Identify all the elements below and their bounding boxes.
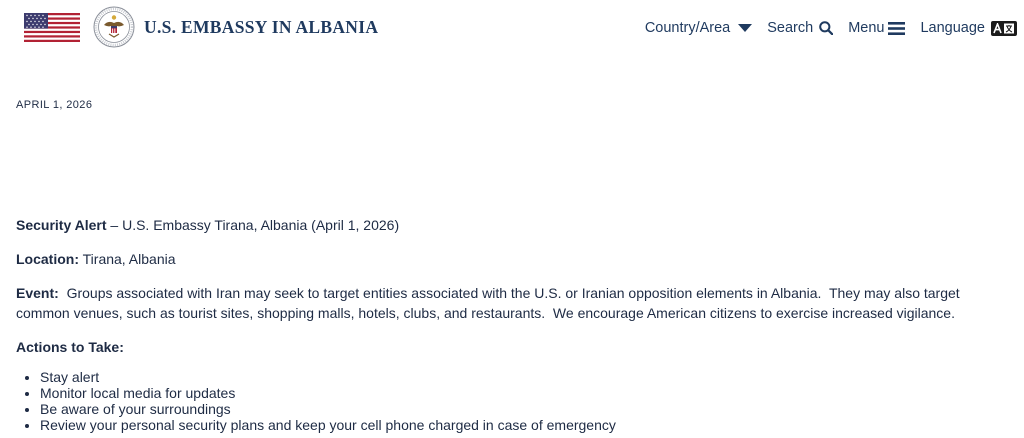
list-item: • Monitor local media for updates [40, 385, 616, 401]
caret-down-icon [738, 24, 752, 32]
alert-text: – U.S. Embassy Tirana, Albania (April 1, 2026) [106, 217, 400, 233]
embassy-seal-icon[interactable] [93, 6, 135, 48]
country-area-dropdown[interactable] [645, 20, 752, 36]
site-title[interactable]: U.S. EMBASSY IN ALBANIA [144, 17, 379, 37]
alert-paragraph [16, 215, 1016, 235]
menu-label: Menu [848, 20, 885, 36]
article-date: APRIL 1, 2026 [16, 99, 93, 111]
list-item: • Be aware of your surroundings [40, 401, 616, 417]
language-label: Language [920, 20, 985, 36]
location-paragraph [16, 249, 1016, 269]
event-paragraph [16, 283, 1016, 323]
us-flag-graphic [24, 13, 80, 42]
actions-heading [16, 337, 1016, 357]
actions-list [16, 369, 616, 433]
us-flag-icon[interactable] [24, 13, 80, 42]
actions-label: Actions to Take: [16, 339, 124, 355]
list-item: • Stay alert [40, 369, 616, 385]
search-button[interactable] [767, 20, 833, 36]
country-area-label: Country/Area [644, 20, 731, 36]
menu-button[interactable] [848, 20, 905, 36]
list-item: • Review your personal security plans and keep your cell phone charged in case of emergency [40, 417, 616, 433]
location-text: Tirana, Albania [79, 251, 176, 267]
event-text: Groups associated with Iran may seek to target entities associated with the U.S. or Iranian opposition elements in Albania. They may also target common venues, such as tourist sites, shopping malls, hotels, clubs, and restaurants. We encourage American citizens to exercise increased vigilance. [16, 285, 964, 321]
language-button[interactable] [920, 20, 1017, 36]
event-label: Event: [16, 285, 59, 301]
alert-label: Security Alert [16, 217, 107, 233]
search-label: Search [767, 20, 814, 36]
search-icon [819, 21, 833, 35]
main-nav [645, 20, 1017, 36]
hamburger-menu-icon [888, 22, 905, 35]
site-header [0, 0, 1024, 58]
translate-icon [991, 21, 1017, 36]
location-label: Location: [16, 251, 79, 267]
embassy-seal-graphic [93, 6, 135, 48]
